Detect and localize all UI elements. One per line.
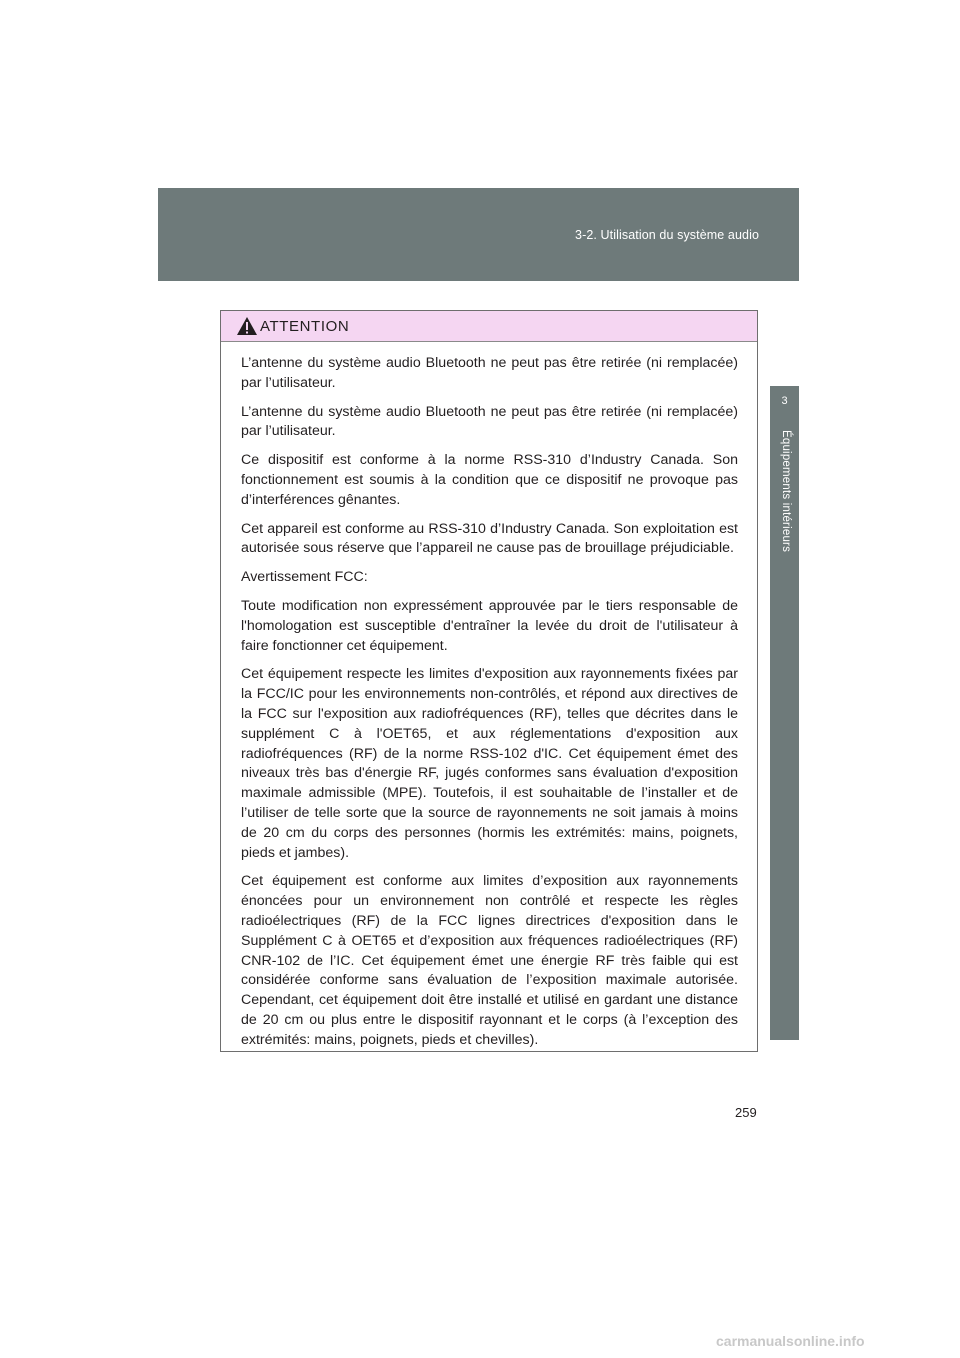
page-number: 259: [735, 1105, 757, 1120]
attention-paragraph: Cet équipement respecte les limites d'exposition aux rayonnements fixées par la FCC/IC pour les environnements non-contrôlés, et répond aux directives de la FCC sur l'exposition aux radiofréquences (RF), telles que décrites dans le supplément C à l'OET65, et aux réglementations d'exposition aux radiofréquences (RF) de la norme RSS-102 d'IC. Cet équipement émet des niveaux très bas d'énergie RF, jugés conformes sans évaluation d'exposition maximale admissible (MPE). Toutefois, il est souhaitable de l’installer et de l’utiliser de telle sorte que la source de rayonnements ne soit jamais à moins de 20 cm du corps des personnes (hormis les extrémités: mains, poignets, pieds et jambes).: [241, 666, 738, 861]
section-title: 3-2. Utilisation du système audio: [575, 228, 759, 242]
attention-paragraph: Avertissement FCC:: [241, 569, 368, 586]
attention-paragraph: L’antenne du système audio Bluetooth ne peut pas être retirée (ni remplacée) par l’utilisateur.: [241, 355, 738, 391]
attention-label: ATTENTION: [260, 318, 350, 335]
chapter-title: Équipements intérieurs: [780, 430, 792, 553]
warning-triangle-icon: [236, 316, 258, 336]
attention-paragraph: Ce dispositif est conforme à la norme RSS-310 d’Industry Canada. Son fonctionnement est soumis à la condition que ce dispositif ne provoque pas d’interférences gênantes.: [241, 452, 738, 508]
attention-body: [221, 342, 757, 1051]
attention-paragraph: Cet appareil est conforme au RSS-310 d’Industry Canada. Son exploitation est autorisée sous réserve que l’appareil ne cause pas de brouillage préjudiciable.: [241, 520, 738, 557]
watermark: carmanualsonline.info: [716, 1333, 865, 1349]
attention-box: [220, 310, 758, 1052]
section-header-band: [158, 188, 799, 281]
attention-paragraph: L’antenne du système audio Bluetooth ne peut pas être retirée (ni remplacée) par l’utilisateur.: [241, 403, 738, 440]
attention-header: [221, 311, 757, 342]
chapter-number: 3: [781, 395, 788, 407]
attention-paragraph: Cet équipement est conforme aux limites d’exposition aux rayonnements énoncées pour un environnement non contrôlé et respecte les règles radioélectriques (RF) de la FCC lignes directrices d'exposition dans le Supplément C à OET65 et d’exposition aux fréquences radioélectriques (RF) CNR-102 de l’IC. Cet équipement émet une énergie RF très faible qui est considérée conforme sans évaluation de l’exposition maximale autorisée. Cependant, cet équipement doit être installé et utilisé en gardant une distance de 20 cm ou plus entre le dispositif rayonnant et le corps (à l’exception des extrémités: mains, poignets, pieds et chevilles).: [241, 873, 738, 1048]
attention-paragraph: Toute modification non expressément approuvée par le tiers responsable de l'homologation est susceptible d'entraîner la levée du droit de l'utilisateur à faire fonctionner cet équipement.: [241, 597, 738, 654]
